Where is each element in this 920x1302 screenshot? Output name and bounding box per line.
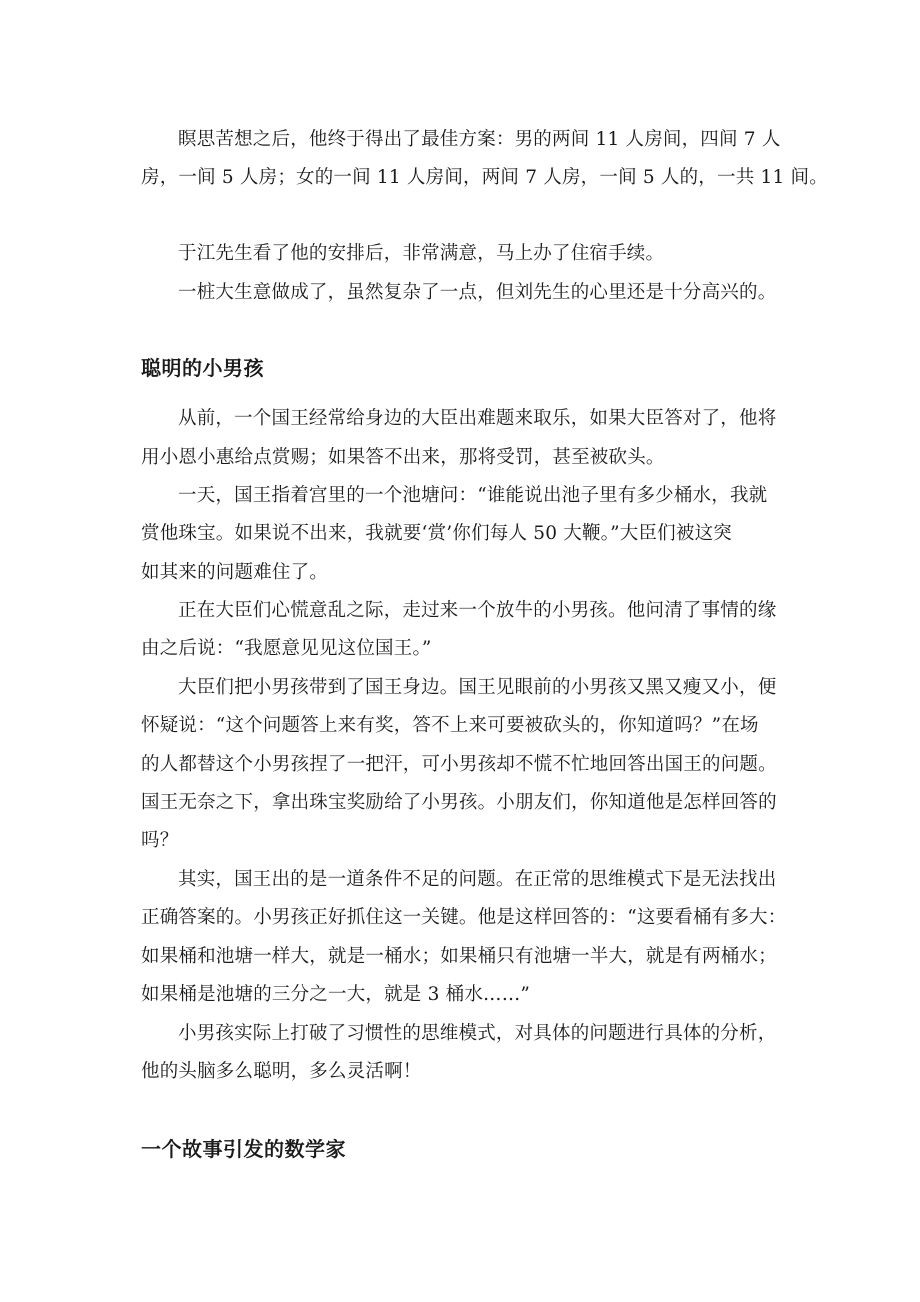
section-1-p6-line-1: 小男孩实际上打破了习惯性的思维模式，对具体的问题进行具体的分析， xyxy=(178,1023,777,1044)
section-1-p4-line-4: 国王无奈之下，拿出珠宝奖励给了小男孩。小朋友们，你知道他是怎样回答的 xyxy=(141,792,777,813)
paragraph-1-line-2: 房，一间 5 人房；女的一间 11 人房间，两间 7 人房，一间 5 人的，一共 11 间。 xyxy=(141,167,828,188)
section-1-p2-line-1: 一天，国王指着宫里的一个池塘问：“谁能说出池子里有多少桶水，我就 xyxy=(178,485,768,506)
section-1-p4-line-5: 吗？ xyxy=(141,830,179,851)
section-1-p3-line-2: 由之后说：“我愿意见见这位国王。” xyxy=(141,638,432,659)
paragraph-3: 一桩大生意做成了，虽然复杂了一点，但刘先生的心里还是十分高兴的。 xyxy=(178,282,777,303)
section-2-title: 一个故事引发的数学家 xyxy=(141,1137,346,1161)
section-1-p5-line-4: 如果桶是池塘的三分之一大，就是 3 桶水……” xyxy=(141,984,531,1005)
section-1-p5-line-2: 正确答案的。小男孩正好抓住这一关键。他是这样回答的：“这要看桶有多大： xyxy=(141,907,787,928)
section-1-p2-line-3: 如其来的问题难住了。 xyxy=(141,562,329,583)
section-1-p2-line-2: 赏他珠宝。如果说不出来，我就要‘赏’你们每人 50 大鞭。”大臣们被这突 xyxy=(141,523,732,544)
section-1-p3-line-1: 正在大臣们心慌意乱之际，走过来一个放牛的小男孩。他问清了事情的缘 xyxy=(178,600,777,621)
section-1-p4-line-3: 的人都替这个小男孩捏了一把汗，可小男孩却不慌不忙地回答出国王的问题。 xyxy=(141,754,777,775)
section-1-p1-line-1: 从前，一个国王经常给身边的大臣出难题来取乐，如果大臣答对了，他将 xyxy=(178,408,777,429)
section-1-p4-line-2: 怀疑说：“这个问题答上来有奖，答不上来可要被砍头的，你知道吗？”在场 xyxy=(141,715,759,736)
paragraph-1-line-1: 瞑思苦想之后，他终于得出了最佳方案：男的两间 11 人房间，四间 7 人 xyxy=(178,129,781,150)
section-1-p1-line-2: 用小恩小惠给点赏赐；如果答不出来，那将受罚，甚至被砍头。 xyxy=(141,447,665,468)
section-1-p5-line-3: 如果桶和池塘一样大，就是一桶水；如果桶只有池塘一半大，就是有两桶水； xyxy=(141,946,777,967)
section-1-p6-line-2: 他的头脑多么聪明，多么灵活啊！ xyxy=(141,1061,422,1082)
section-1-p4-line-1: 大臣们把小男孩带到了国王身边。国王见眼前的小男孩又黑又瘦又小，便 xyxy=(178,677,777,698)
paragraph-2: 于江先生看了他的安排后，非常满意，马上办了住宿手续。 xyxy=(178,243,665,264)
section-1-title: 聪明的小男孩 xyxy=(141,356,264,380)
section-1-p5-line-1: 其实，国王出的是一道条件不足的问题。在正常的思维模式下是无法找出 xyxy=(178,869,777,890)
